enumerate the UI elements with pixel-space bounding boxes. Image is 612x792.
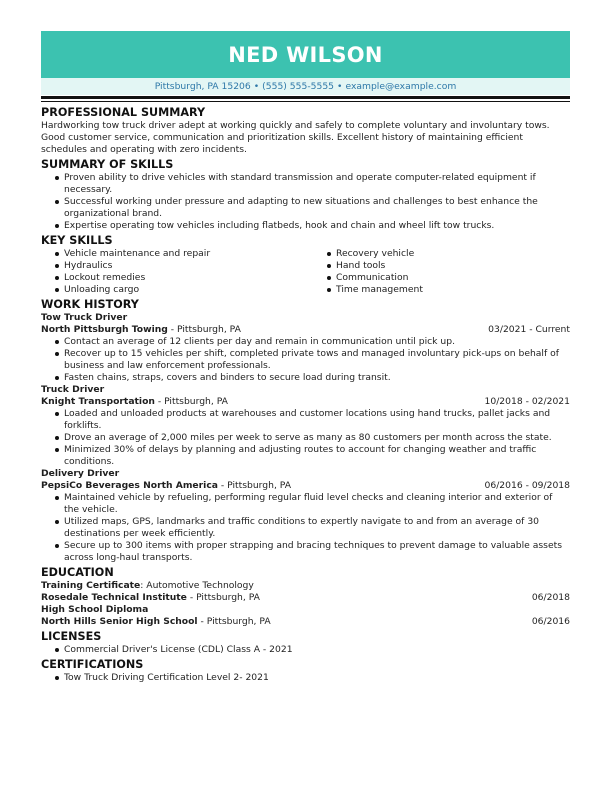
job-bullets xyxy=(55,492,570,564)
job-entry xyxy=(41,468,570,564)
edu-location: - Pittsburgh, PA xyxy=(186,592,260,603)
job-company: North Pittsburgh Towing xyxy=(41,324,168,335)
job-employer-row xyxy=(41,396,570,408)
list-item: Tow Truck Driving Certification Level 2- 2021 xyxy=(55,672,570,684)
job-dates: 10/2018 - 02/2021 xyxy=(484,396,570,407)
key-skills-right xyxy=(327,248,567,296)
list-item: Maintained vehicle by refueling, performing regular fluid level checks and cleaning interior and exterior of the vehicle. xyxy=(55,492,570,516)
summary-text: Hardworking tow truck driver adept at working quickly and safely to complete voluntary and involuntary tows. Good customer service, communication and prioritization skills. Excellent history of maintaining efficient schedules and operating with zero incidents. xyxy=(41,120,550,155)
job-employer-row xyxy=(41,324,570,336)
key-skills-left xyxy=(55,248,327,296)
edu-date: 06/2016 xyxy=(531,616,570,627)
edu-degree: High School Diploma xyxy=(41,604,149,615)
section-title-summary: PROFESSIONAL SUMMARY xyxy=(41,106,206,119)
list-item: Recover up to 15 vehicles per shift, completed private tows and managed involuntary pick-ups on behalf of business and law enforcement professionals. xyxy=(55,348,570,372)
list-item: Successful working under pressure and adapting to new situations and challenges to best enhance the organizational brand. xyxy=(55,196,570,220)
section-title-certifications: CERTIFICATIONS xyxy=(41,658,144,671)
list-item: Proven ability to drive vehicles with standard transmission and operate computer-related equipment if necessary. xyxy=(55,172,570,196)
contact-separator: • xyxy=(337,81,343,92)
edu-school: Rosedale Technical Institute xyxy=(41,592,187,603)
resume-body xyxy=(41,104,570,684)
list-item: Hand tools xyxy=(327,260,567,272)
education-entry xyxy=(41,580,570,604)
list-item: Unloading cargo xyxy=(55,284,327,296)
job-role: Delivery Driver xyxy=(41,468,120,479)
section-title-key-skills: KEY SKILLS xyxy=(41,234,113,247)
list-item: Secure up to 300 items with proper strapping and bracing techniques to prevent damage to valuable assets across long-haul transports. xyxy=(55,540,570,564)
contact-phone[interactable]: (555) 555-5555 xyxy=(262,81,335,92)
edu-school-row xyxy=(41,592,570,604)
list-item: Recovery vehicle xyxy=(327,248,567,260)
job-bullets xyxy=(55,408,570,468)
list-item: Contact an average of 12 clients per day and remain in communication until pick up. xyxy=(55,336,570,348)
section-title-education: EDUCATION xyxy=(41,566,114,579)
divider-thin xyxy=(41,101,570,102)
job-location: - Pittsburgh, PA xyxy=(154,396,228,407)
list-item: Commercial Driver's License (CDL) Class A - 2021 xyxy=(55,644,570,656)
job-company: PepsiCo Beverages North America xyxy=(41,480,218,491)
section-title-licenses: LICENSES xyxy=(41,630,102,643)
job-bullets xyxy=(55,336,570,384)
job-role: Truck Driver xyxy=(41,384,105,395)
job-role: Tow Truck Driver xyxy=(41,312,128,323)
job-entry xyxy=(41,312,570,384)
list-item: Fasten chains, straps, covers and binders to secure load during transit. xyxy=(55,372,570,384)
section-title-skills-summary: SUMMARY OF SKILLS xyxy=(41,158,174,171)
list-item: Hydraulics xyxy=(55,260,327,272)
contact-email[interactable]: example@example.com xyxy=(345,81,457,92)
skills-summary-list xyxy=(55,172,570,232)
name-banner xyxy=(41,31,570,78)
job-employer-row xyxy=(41,480,570,492)
job-dates: 03/2021 - Current xyxy=(488,324,570,335)
divider-thick xyxy=(41,96,570,99)
list-item: Lockout remedies xyxy=(55,272,327,284)
job-location: - Pittsburgh, PA xyxy=(167,324,241,335)
edu-field: : Automotive Technology xyxy=(140,580,254,591)
edu-school-row xyxy=(41,616,570,628)
edu-degree: Training Certificate xyxy=(41,580,141,591)
edu-school: North Hills Senior High School xyxy=(41,616,198,627)
edu-date: 06/2018 xyxy=(531,592,570,603)
contact-city: Pittsburgh, PA 15206 xyxy=(154,81,251,92)
list-item: Communication xyxy=(327,272,567,284)
job-company: Knight Transportation xyxy=(41,396,155,407)
list-item: Utilized maps, GPS, landmarks and traffic conditions to expertly navigate to and from an average of 30 destinations per week efficiently. xyxy=(55,516,570,540)
candidate-name: NED WILSON xyxy=(228,42,383,67)
education-entry xyxy=(41,604,570,628)
job-entry xyxy=(41,384,570,468)
contact-separator: • xyxy=(253,81,260,92)
list-item: Drove an average of 2,000 miles per week to serve as many as 80 customers per month across the state. xyxy=(55,432,570,444)
certifications-list xyxy=(55,672,570,684)
list-item: Vehicle maintenance and repair xyxy=(55,248,327,260)
job-dates: 06/2016 - 09/2018 xyxy=(484,480,570,491)
key-skills-grid xyxy=(41,248,570,296)
list-item: Expertise operating tow vehicles including flatbeds, hook and chain and wheel lift tow trucks. xyxy=(55,220,570,232)
list-item: Minimized 30% of delays by planning and adjusting routes to account for changing weather and traffic conditions. xyxy=(55,444,570,468)
job-location: - Pittsburgh, PA xyxy=(217,480,292,491)
list-item: Time management xyxy=(327,284,567,296)
section-title-work-history: WORK HISTORY xyxy=(41,298,139,311)
edu-location: - Pittsburgh, PA xyxy=(197,616,271,627)
licenses-list xyxy=(55,644,570,656)
list-item: Loaded and unloaded products at warehouses and customer locations using hand trucks, pallet jacks and forklifts. xyxy=(55,408,570,432)
contact-bar xyxy=(41,78,570,95)
